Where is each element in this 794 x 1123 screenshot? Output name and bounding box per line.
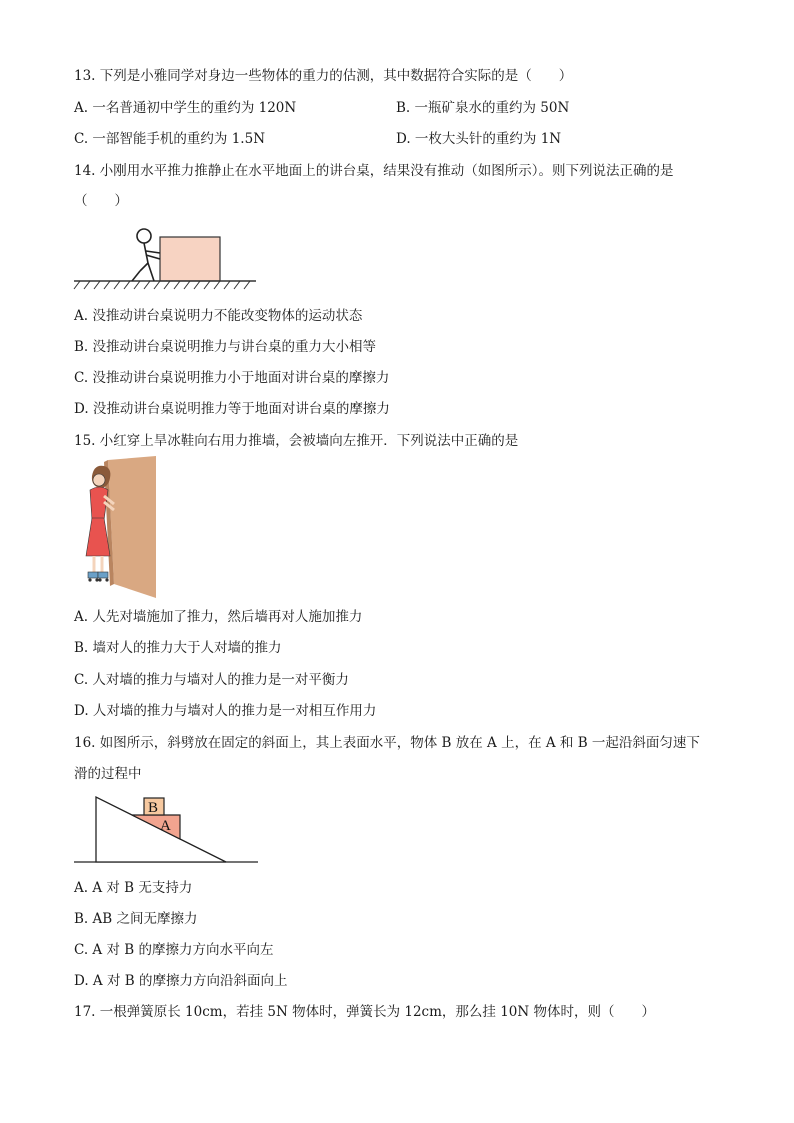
q16-figure-incline-wedge (74, 795, 260, 865)
q14-option-b: B. 没推动讲台桌说明推力与讲台桌的重力大小相等 (74, 339, 377, 355)
q15-option-b: B. 墙对人的推力大于人对墙的推力 (74, 640, 282, 656)
q14-figure-push-desk (70, 225, 260, 295)
label-a: A (160, 818, 171, 834)
label-b: B (148, 800, 159, 816)
desk-box (160, 237, 220, 281)
q14-stem: 14. 小刚用水平推力推静止在水平地面上的讲台桌，结果没有推动（如图所示）。则下列说法正确的是 (74, 163, 674, 179)
q14-answer-paren: （ ） (74, 193, 128, 209)
q14-option-a: A. 没推动讲台桌说明力不能改变物体的运动状态 (74, 308, 363, 324)
q13-stem: 13. 下列是小雅同学对身边一些物体的重力的估测，其中数据符合实际的是（ ） (74, 68, 573, 84)
q15-option-d: D. 人对墙的推力与墙对人的推力是一对相互作用力 (74, 703, 377, 719)
q16-option-b: B. AB 之间无摩擦力 (74, 911, 198, 927)
q16-stem-line2: 滑的过程中 (74, 766, 142, 782)
q16-option-d: D. A 对 B 的摩擦力方向沿斜面向上 (74, 973, 288, 989)
q13-option-d: D. 一枚大头针的重约为 1N (396, 131, 562, 147)
q17-stem: 17. 一根弹簧原长 10cm，若挂 5N 物体时，弹簧长为 12cm，那么挂 10N 物体时，则（ ） (74, 1004, 655, 1020)
q16-stem-line1: 16. 如图所示，斜劈放在固定的斜面上，其上表面水平，物体 B 放在 A 上，在 A 和 B 一起沿斜面匀速下 (74, 735, 700, 751)
q15-figure-girl-pushing-wall (80, 456, 160, 600)
q15-option-c: C. 人对墙的推力与墙对人的推力是一对平衡力 (74, 672, 349, 688)
wall (108, 456, 156, 598)
q16-option-a: A. A 对 B 无支持力 (74, 880, 193, 896)
stick-figure-person (132, 229, 160, 281)
q13-option-b: B. 一瓶矿泉水的重约为 50N (396, 100, 570, 116)
ground-hatch (74, 281, 250, 289)
q14-option-c: C. 没推动讲台桌说明推力小于地面对讲台桌的摩擦力 (74, 370, 390, 386)
q13-option-c: C. 一部智能手机的重约为 1.5N (74, 131, 266, 147)
q13-option-a: A. 一名普通初中学生的重约为 120N (74, 100, 297, 116)
q16-option-c: C. A 对 B 的摩擦力方向水平向左 (74, 942, 274, 958)
q14-option-d: D. 没推动讲台桌说明推力等于地面对讲台桌的摩擦力 (74, 401, 390, 417)
q15-option-a: A. 人先对墙施加了推力，然后墙再对人施加推力 (74, 609, 363, 625)
q15-stem: 15. 小红穿上旱冰鞋向右用力推墙，会被墙向左推开．下列说法中正确的是 (74, 433, 519, 449)
